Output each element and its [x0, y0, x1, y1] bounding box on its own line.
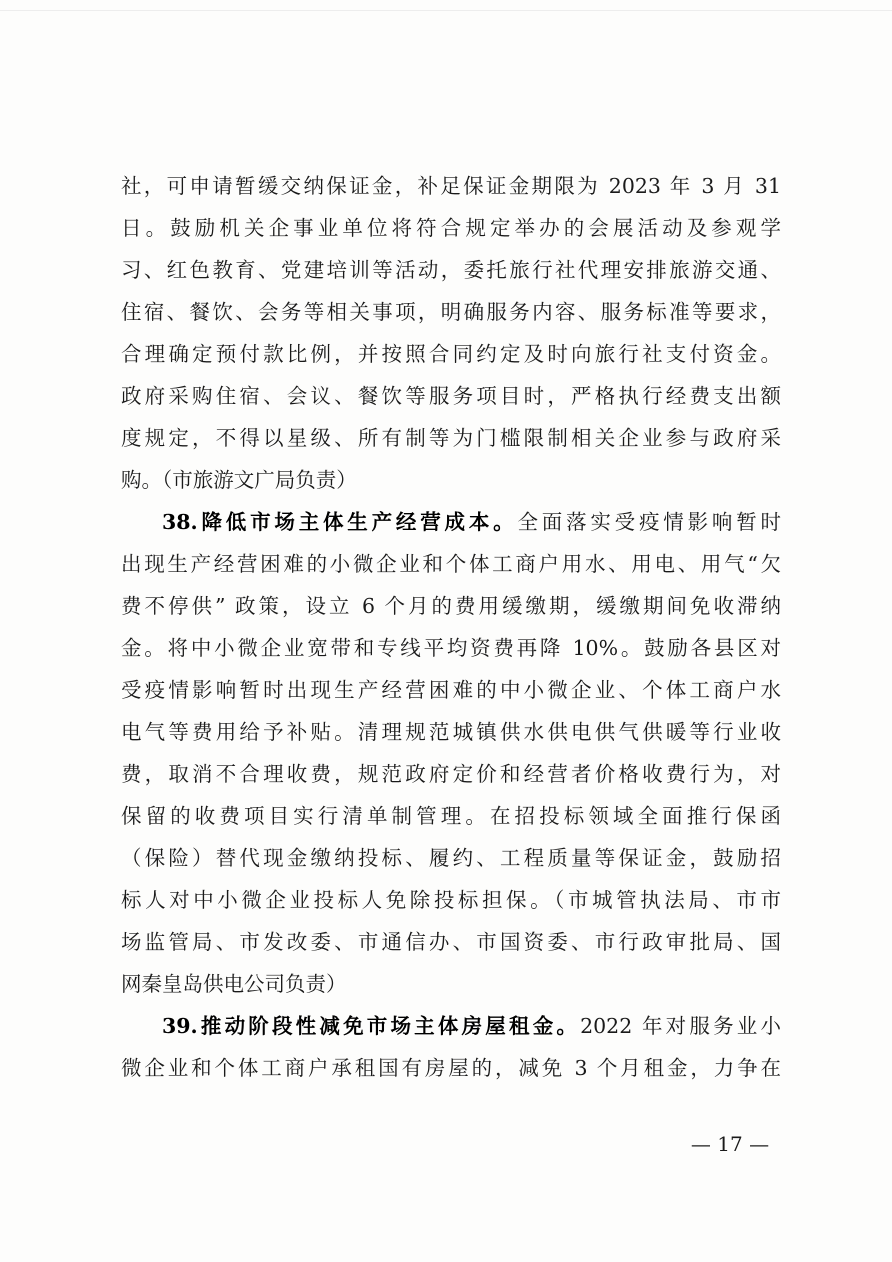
text-line: 住宿、餐饮、会务等相关事项，明确服务内容、服务标准等要求，: [121, 300, 781, 324]
text-line: 日。鼓励机关企事业单位将符合规定举办的会展活动及参观学: [121, 216, 781, 240]
text-line: 电气等费用给予补贴。清理规范城镇供水供电供气供暖等行业收: [121, 720, 781, 744]
text-line: 费不停供” 政策，设立 6 个月的费用缓缴期，缓缴期间免收滞纳: [121, 594, 781, 618]
text-line: 受疫情影响暂时出现生产经营困难的中小微企业、个体工商户水: [121, 678, 781, 702]
section-text: 全面落实受疫情影响暂时: [517, 510, 781, 534]
text-line: 金。将中小微企业宽带和专线平均资费再降 10%。鼓励各县区对: [121, 636, 781, 660]
text-line: 政府采购住宿、会议、餐饮等服务项目时，严格执行经费支出额: [121, 384, 781, 408]
text-line: 标人对中小微企业投标人免除投标担保。（市城管执法局、市市: [121, 888, 781, 912]
section-heading-38: 38.降低市场主体生产经营成本。: [162, 510, 518, 534]
text-line: 网秦皇岛供电公司负责）: [121, 972, 347, 996]
page-edge-line: [0, 10, 892, 11]
text-line: 购。（市旅游文广局负责）: [121, 468, 357, 492]
text-line: 出现生产经营困难的小微企业和个体工商户用水、用电、用气“欠: [121, 552, 781, 576]
text-line: 保留的收费项目实行清单制管理。在招投标领域全面推行保函: [121, 804, 781, 828]
text-line: （保险）替代现金缴纳投标、履约、工程质量等保证金，鼓励招: [121, 846, 781, 870]
text-line: 场监管局、市发改委、市通信办、市国资委、市行政审批局、国: [121, 930, 781, 954]
text-line: 习、红色教育、党建培训等活动，委托旅行社代理安排旅游交通、: [121, 258, 781, 282]
section-heading-39: 39.推动阶段性减免市场主体房屋租金。: [162, 1014, 581, 1038]
text-line: 度规定，不得以星级、所有制等为门槛限制相关企业参与政府采: [121, 426, 781, 450]
text-line: 社，可申请暂缓交纳保证金，补足保证金期限为 2023 年 3 月 31: [121, 174, 781, 198]
section-text: 2022 年对服务业小: [580, 1014, 781, 1038]
text-line: 微企业和个体工商户承租国有房屋的，减免 3 个月租金，力争在: [121, 1056, 781, 1080]
page-number: — 17 —: [690, 1132, 770, 1156]
text-line: 费，取消不合理收费，规范政府定价和经营者价格收费行为，对: [121, 762, 781, 786]
document-body: [121, 165, 781, 1089]
text-line: [121, 1005, 781, 1047]
text-line: 合理确定预付款比例，并按照合同约定及时向旅行社支付资金。: [121, 342, 781, 366]
text-line: [121, 501, 781, 543]
